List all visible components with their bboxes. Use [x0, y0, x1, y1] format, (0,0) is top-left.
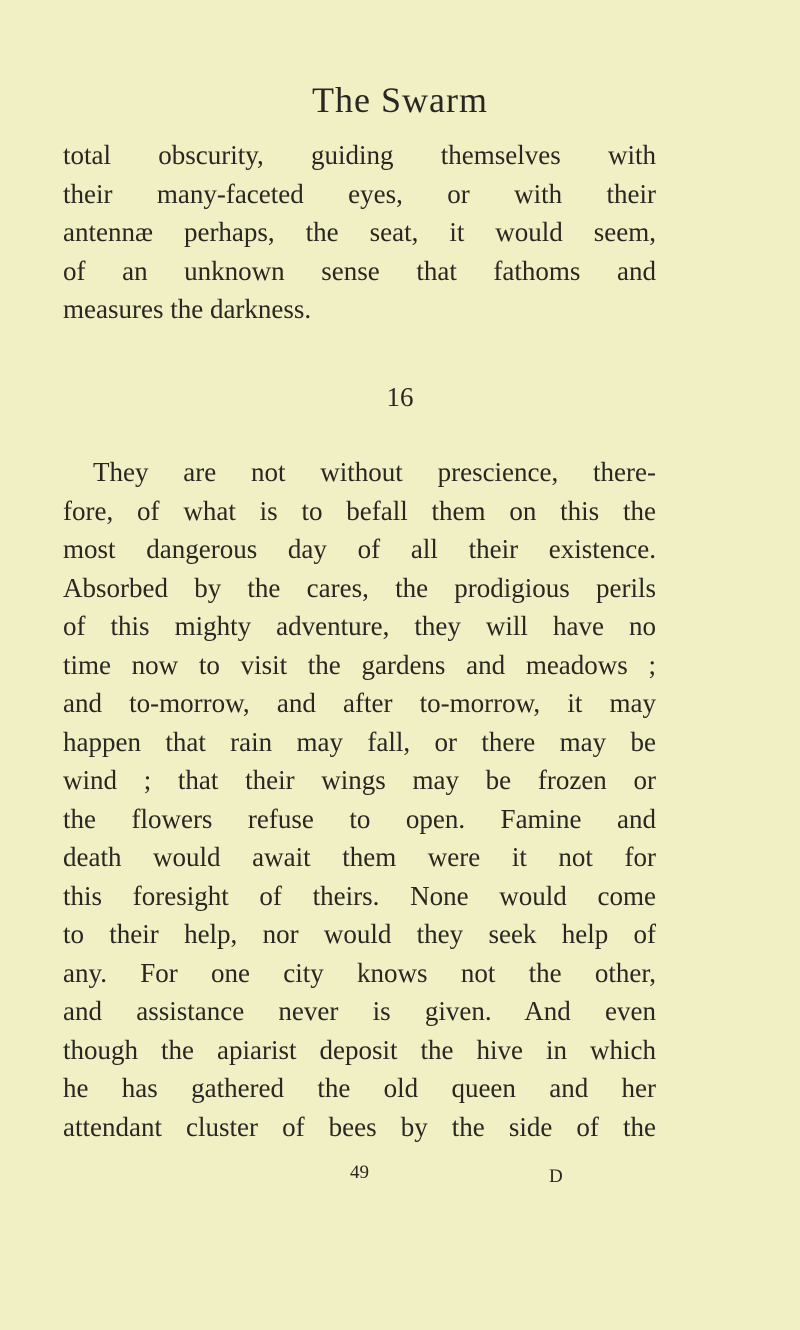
- section-number: 16: [386, 382, 414, 412]
- text-line: antennæ perhaps, the seat, it would seem,: [63, 217, 656, 247]
- text-line: wind ; that their wings may be frozen or: [63, 765, 656, 795]
- text-line: death would await them were it not for: [63, 842, 656, 872]
- text-line: fore, of what is to befall them on this the: [63, 495, 656, 526]
- text-line: their many-faceted eyes, or with their: [63, 178, 656, 209]
- paragraph-continued: [63, 136, 656, 329]
- text-line: of this mighty adventure, they will have no: [63, 611, 656, 641]
- text-line: happen that rain may fall, or there may be: [63, 726, 656, 757]
- running-head: The Swarm: [312, 80, 488, 120]
- text-line: attendant cluster of bees by the side of the: [63, 1111, 656, 1142]
- text-line: They are not without prescience, there-: [93, 457, 656, 487]
- text-line: to their help, nor would they seek help of: [63, 919, 656, 949]
- text-line: this foresight of theirs. None would come: [63, 880, 656, 911]
- text-line: Absorbed by the cares, the prodigious perils: [63, 572, 656, 603]
- text-line: the flowers refuse to open. Famine and: [63, 803, 656, 834]
- text-line: of an unknown sense that fathoms and: [63, 255, 656, 286]
- text-line: time now to visit the gardens and meadows ;: [63, 649, 656, 680]
- paragraph-section-16: [63, 453, 656, 1146]
- text-line: total obscurity, guiding themselves with: [63, 140, 656, 170]
- text-line: any. For one city knows not the other,: [63, 957, 656, 988]
- signature-mark: D: [549, 1166, 563, 1187]
- text-line: though the apiarist deposit the hive in which: [63, 1034, 656, 1065]
- text-line: measures the darkness.: [63, 294, 312, 324]
- text-line: and to-morrow, and after to-morrow, it may: [63, 688, 656, 718]
- page-number: 49: [350, 1162, 369, 1183]
- text-line: and assistance never is given. And even: [63, 996, 656, 1026]
- text-line: he has gathered the old queen and her: [63, 1073, 656, 1103]
- text-line: most dangerous day of all their existence.: [63, 534, 656, 564]
